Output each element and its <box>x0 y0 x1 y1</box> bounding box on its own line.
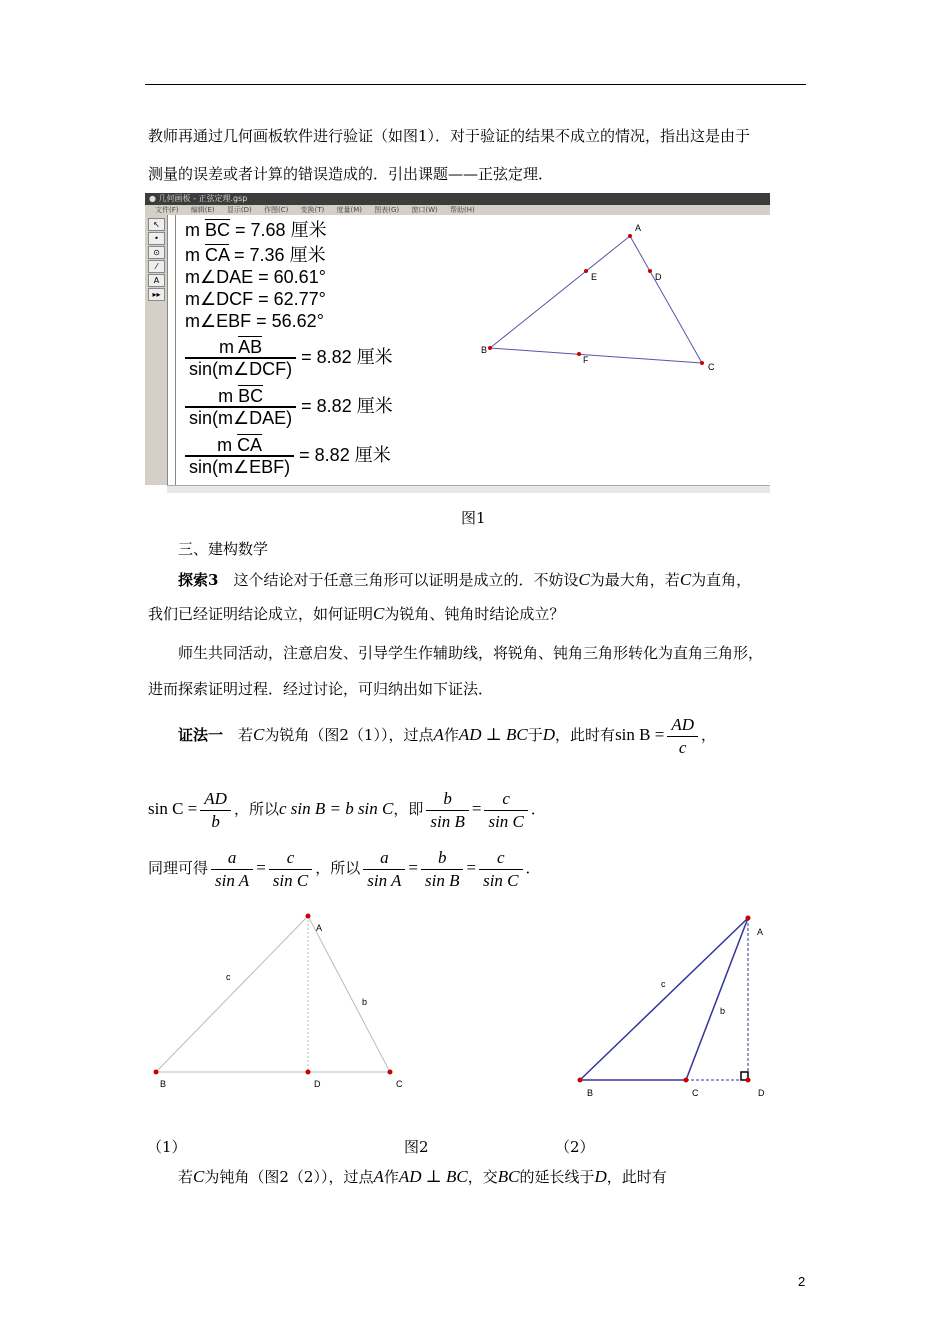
var-c-5: C <box>193 1167 205 1186</box>
custom-tool-icon[interactable]: ▸▸ <box>148 288 165 301</box>
proof1-line2 <box>148 786 546 833</box>
fig1-caption: 图1 <box>461 509 486 527</box>
ratio-bc-num-seg: $\overline{BC}$ <box>238 386 264 406</box>
proof1-b: 为锐角（图2（1）），过点 <box>264 726 434 744</box>
frac-c-sinc-3-num: c <box>479 847 522 870</box>
figure2-acute-triangle <box>140 905 430 1100</box>
figure2-obtuse-triangle <box>570 905 780 1105</box>
menu-transform[interactable]: 变换(T) <box>300 206 325 214</box>
proof1-a: 若 <box>223 726 254 744</box>
app-icon: ● <box>149 194 156 203</box>
frac-c-sinc <box>484 788 527 833</box>
ratio-ab-num-seg: $\overline{AB}$ <box>238 337 263 357</box>
frac-b-sinb-2 <box>421 847 463 892</box>
frac-ad-c-num: AD <box>667 714 698 737</box>
para3-line1: 师生共同活动，注意启发、引导学生作辅助线，将锐角、钝角三角形转化为直角三角形， <box>178 644 764 662</box>
measure-dcf: m∠DCF = 62.77° <box>185 289 326 309</box>
obtuse-point-c <box>684 1078 689 1083</box>
point-a[interactable] <box>628 234 632 238</box>
proof1-label: 证法一 <box>178 726 224 744</box>
geometry-software-screenshot <box>145 193 770 493</box>
fig2-sub1: （1） <box>147 1138 187 1156</box>
text-tool-icon[interactable]: A <box>148 274 165 287</box>
point-c[interactable] <box>700 361 704 365</box>
last-d: ，交 <box>467 1168 498 1186</box>
proof1-e: ，此时有 <box>555 726 616 744</box>
acute-label-b: B <box>160 1079 167 1089</box>
measure-bc-prefix: m <box>185 220 205 240</box>
label-f: F <box>583 355 589 365</box>
menu-graph[interactable]: 图表(G) <box>374 206 400 214</box>
frac-ad-c-den: c <box>678 737 687 757</box>
acute-label-c: C <box>396 1079 403 1089</box>
ji-text: ，即 <box>393 800 424 818</box>
obtuse-label-side-c: c <box>661 979 666 989</box>
last-f: ，此时有 <box>606 1168 667 1186</box>
last-b: 为钝角（图2（2）），过点 <box>204 1168 374 1186</box>
explore-line1 <box>178 570 751 590</box>
horizontal-scrollbar[interactable] <box>167 485 770 493</box>
ad-perp-bc: AD ⊥ BC <box>458 725 528 744</box>
comma-1: ， <box>701 726 717 744</box>
menu-display[interactable]: 显示(D) <box>226 206 252 214</box>
var-d-2: D <box>594 1167 607 1186</box>
obtuse-side-b <box>686 918 748 1080</box>
menu-measure[interactable]: 度量(M) <box>336 206 363 214</box>
obtuse-point-a <box>746 916 751 921</box>
var-a-2: A <box>373 1167 384 1186</box>
last-a: 若 <box>178 1168 194 1186</box>
period-1: ． <box>530 800 546 818</box>
para3-line2: 进而探索证明过程．经过讨论，可归纳出如下证法． <box>148 680 494 698</box>
acute-point-c <box>388 1070 393 1075</box>
acute-side-b <box>308 916 390 1072</box>
frac-b-sinb-num: b <box>426 788 468 811</box>
label-b: B <box>481 345 488 355</box>
ratio-bc-den: sin(m∠DAE) <box>189 408 293 428</box>
explore-text1: 这个结论对于任意三角形可以证明是成立的．不妨设 <box>218 571 579 589</box>
last-c: 作 <box>383 1168 399 1186</box>
obtuse-label-d: D <box>758 1088 765 1098</box>
measure-bc-segment: $\overline{BC}$ <box>205 220 231 240</box>
eq-4: = <box>466 858 477 877</box>
section-heading: 三、建构数学 <box>178 540 269 558</box>
frac-a-sina-2-num: a <box>363 847 405 870</box>
acute-point-d <box>306 1070 311 1075</box>
eq-1: = <box>471 799 482 818</box>
para1-line1: 教师再通过几何画板软件进行验证（如图1）．对于验证的结果不成立的情况，指出这是由于 <box>148 127 751 145</box>
ratio-ca-den: sin(m∠EBF) <box>189 457 291 477</box>
label-c: C <box>708 362 715 372</box>
arrow-tool-icon[interactable]: ↖ <box>148 218 165 231</box>
ratio-bc-num-prefix: m <box>218 386 239 406</box>
measure-ca-value: = 7.36 厘米 <box>229 245 326 265</box>
var-c-3: C <box>373 604 385 623</box>
para1-line2: 测量的误差或者计算的错误造成的．引出课题——正弦定理． <box>148 165 554 183</box>
var-c-4: C <box>253 725 265 744</box>
frac-b-sinb-den: sin B <box>430 811 465 831</box>
var-d-1: D <box>542 725 556 744</box>
eq-3: = <box>408 858 418 877</box>
label-a: A <box>635 223 642 233</box>
fig2-sub2: （2） <box>555 1138 595 1156</box>
frac-b-sinb-2-den: sin B <box>425 870 460 890</box>
frac-c-sinc-3-den: sin C <box>483 870 519 890</box>
screenshot-triangle <box>145 193 770 493</box>
sinc-eq: sin C = <box>148 799 198 818</box>
obtuse-label-side-b: b <box>720 1006 726 1016</box>
frac-c-sinc-num: c <box>484 788 527 811</box>
acute-label-a: A <box>316 923 323 933</box>
window-title: 几何画板 - 正弦定理.gsp <box>158 194 248 203</box>
ratio-ab-value: = 8.82 厘米 <box>301 346 393 367</box>
obtuse-point-d <box>746 1078 751 1083</box>
point-f[interactable] <box>577 352 581 356</box>
frac-ad-c <box>667 714 698 759</box>
frac-ad-b-num: AD <box>200 788 231 811</box>
ratio-ca-value: = 8.82 厘米 <box>299 444 391 465</box>
frac-a-sina-num: a <box>211 847 253 870</box>
explore-line2 <box>148 604 564 624</box>
suoyi-text: ，所以 <box>315 859 361 877</box>
ratio-ab-den: sin(m∠DCF) <box>189 359 293 379</box>
menu-window[interactable]: 窗口(W) <box>411 206 438 214</box>
obtuse-label-b: B <box>587 1088 594 1098</box>
acute-label-side-b: b <box>362 997 368 1007</box>
measure-bc-value: = 7.68 厘米 <box>230 220 327 240</box>
ratio-ca-num-prefix: m <box>217 435 238 455</box>
menu-help[interactable]: 帮助(H) <box>450 206 475 214</box>
var-bc: BC <box>497 1167 520 1186</box>
tongli-text: 同理可得 <box>148 859 209 877</box>
explore-text2: 为最大角，若 <box>589 571 680 589</box>
point-b[interactable] <box>488 346 492 350</box>
point-tool-icon[interactable]: • <box>148 232 165 245</box>
explore-text3: 为直角， <box>691 571 752 589</box>
line-tool-icon[interactable]: ⁄ <box>148 260 165 273</box>
frac-c-sinc-3 <box>479 847 522 892</box>
last-e: 的延长线于 <box>519 1168 595 1186</box>
label-d: D <box>655 272 662 282</box>
ratio-ab-num-prefix: m <box>219 337 239 357</box>
var-a-1: A <box>433 725 444 744</box>
measure-ca-segment: $\overline{CA}$ <box>205 245 230 265</box>
fig2-caption: 图2 <box>404 1138 429 1156</box>
var-c-2: C <box>679 570 692 589</box>
measure-dae: m∠DAE = 60.61° <box>185 267 326 287</box>
frac-a-sina-2 <box>363 847 405 892</box>
c-sinb-eq: c sin B = b sin C <box>278 799 394 818</box>
menu-file[interactable]: 文件(F) <box>155 206 179 214</box>
var-c-1: C <box>578 570 590 589</box>
ratio-ca-num-seg: $\overline{CA}$ <box>237 435 263 455</box>
compass-tool-icon[interactable]: ⊙ <box>148 246 165 259</box>
explore-line2a: 我们已经证明结论成立，如何证明 <box>148 605 374 623</box>
acute-label-d: D <box>314 1079 321 1089</box>
eq-2: = <box>256 858 266 877</box>
frac-ad-b-den: b <box>211 811 220 831</box>
proof1-line3 <box>148 845 541 892</box>
explore-line2b: 为锐角、钝角时结论成立？ <box>384 605 565 623</box>
side-ab <box>490 236 630 348</box>
so-text: ，所以 <box>233 800 279 818</box>
frac-c-sinc-2-den: sin C <box>272 870 309 890</box>
last-line <box>178 1167 667 1187</box>
obtuse-label-a: A <box>757 927 764 937</box>
ratio-bc-value: = 8.82 厘米 <box>301 395 393 416</box>
sinb-eq: sin B = <box>615 725 665 744</box>
proof1-c: 作 <box>443 726 459 744</box>
explore-label: 探索3 <box>178 571 219 589</box>
side-ac <box>630 236 702 363</box>
proof1-line <box>178 712 716 759</box>
obtuse-point-b <box>578 1078 583 1083</box>
measure-ca-prefix: m <box>185 245 205 265</box>
frac-b-sinb-2-num: b <box>421 847 463 870</box>
header-rule <box>145 84 806 85</box>
page-number: 2 <box>798 1274 806 1289</box>
frac-c-sinc-2-num: c <box>269 847 312 870</box>
side-bc <box>490 348 702 363</box>
acute-point-a <box>306 914 311 919</box>
frac-c-sinc-den: sin C <box>488 811 524 831</box>
menu-edit[interactable]: 编辑(E) <box>190 206 215 214</box>
acute-label-side-c: c <box>226 972 231 982</box>
frac-ad-b <box>200 788 231 833</box>
frac-c-sinc-2 <box>269 847 312 892</box>
period-2: ． <box>525 859 541 877</box>
ad-perp-bc-2: AD ⊥ BC <box>398 1167 468 1186</box>
obtuse-label-c: C <box>692 1088 699 1098</box>
frac-a-sina <box>211 847 253 892</box>
acute-side-c <box>156 916 308 1072</box>
proof1-d: 于 <box>527 726 543 744</box>
frac-a-sina-2-den: sin A <box>367 870 402 890</box>
acute-point-b <box>154 1070 159 1075</box>
point-e[interactable] <box>584 269 588 273</box>
menu-construct[interactable]: 作图(C) <box>263 206 289 214</box>
frac-a-sina-den: sin A <box>215 870 250 890</box>
obtuse-side-c <box>580 918 748 1080</box>
measure-ebf: m∠EBF = 56.62° <box>185 311 324 331</box>
frac-b-sinb <box>426 788 468 833</box>
label-e: E <box>591 272 598 282</box>
point-d[interactable] <box>648 269 652 273</box>
